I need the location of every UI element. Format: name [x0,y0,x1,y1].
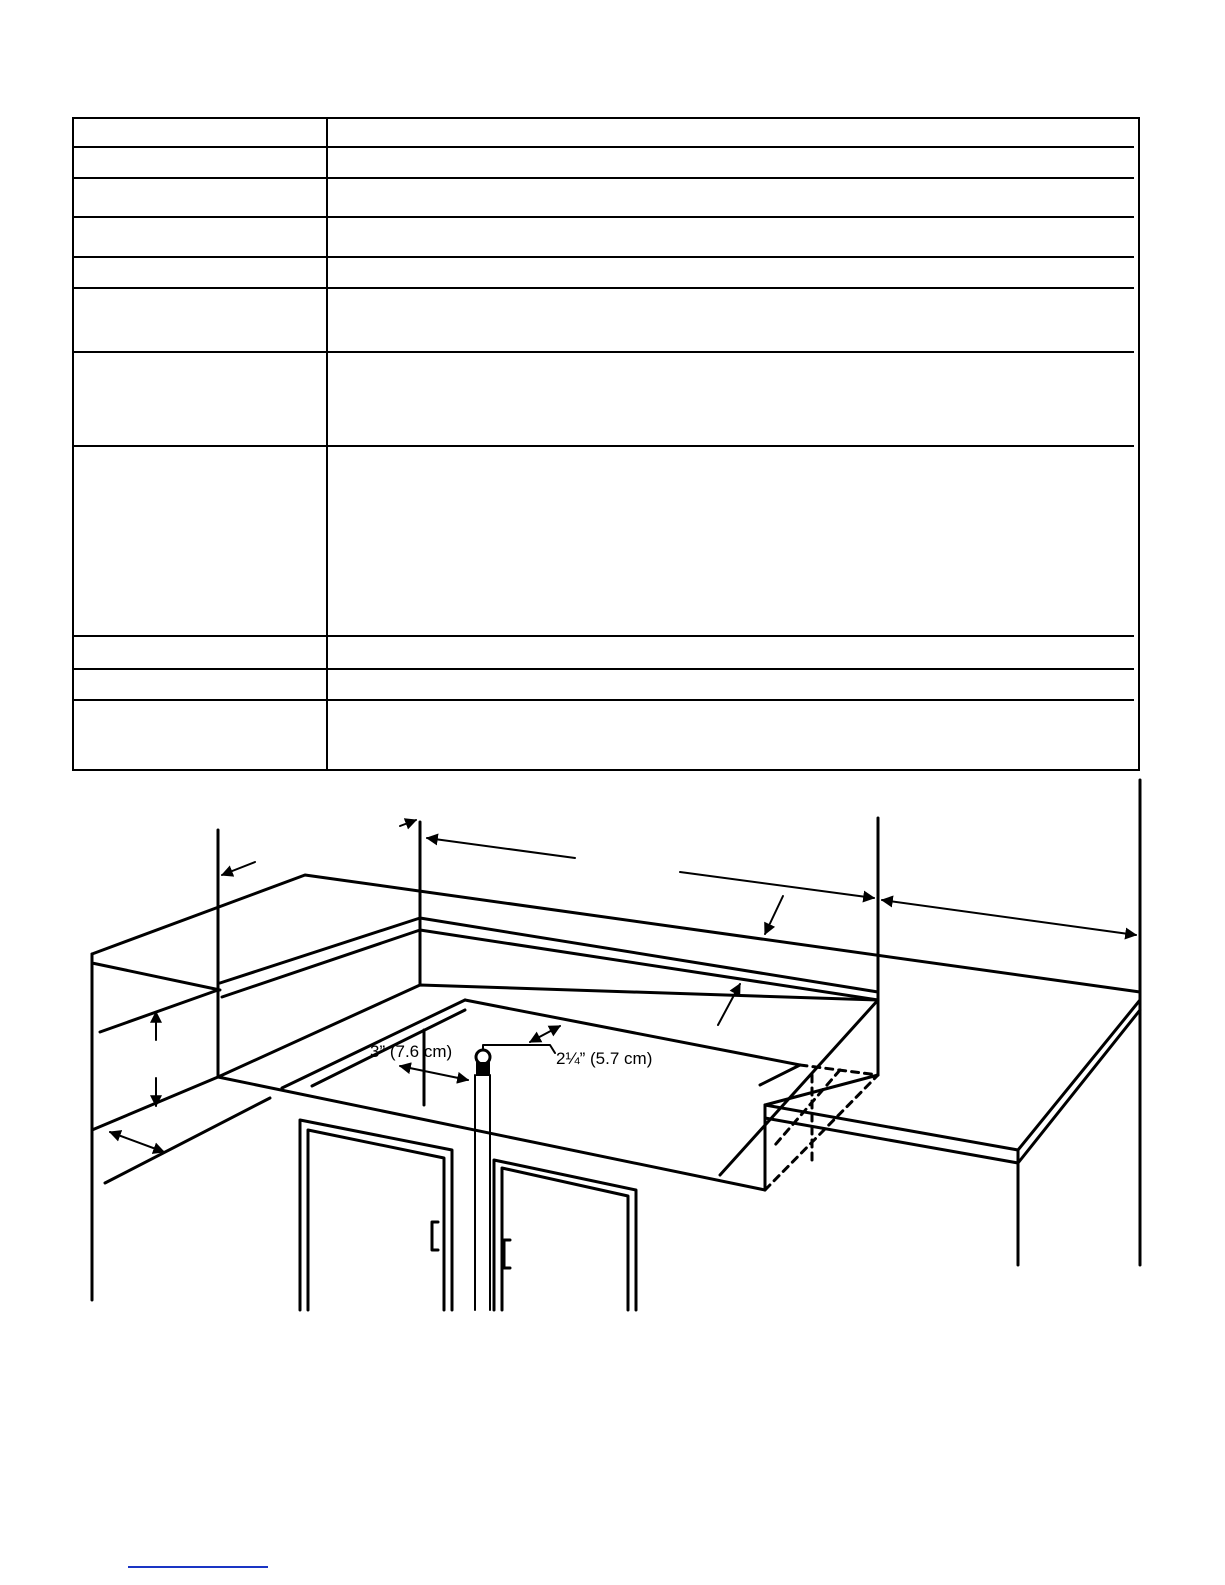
installation-diagram [0,770,1225,1330]
table-row-divider [74,445,1134,447]
pipe-side-offset-label: 3” (7.6 cm) [370,1042,453,1061]
footer-link-underline [128,1566,268,1568]
table-row-divider [74,216,1134,218]
cabinet-door-left [300,1120,452,1310]
table-row-divider [74,668,1134,670]
table-row-divider [74,287,1134,289]
table-row-divider [74,351,1134,353]
hidden-edges [765,1000,878,1190]
cabinet-door-right [494,1160,636,1310]
pipe-back-offset-label: 2¼” (5.7 cm) [556,1049,653,1068]
table-row-divider [74,699,1134,701]
countertop-left [92,875,1140,1300]
table-row-divider [74,146,1134,148]
table-row-divider [74,177,1134,179]
countertop-right [765,992,1140,1265]
spec-table [72,117,1140,771]
table-row-divider [74,256,1134,258]
lower-cabinet [92,990,270,1183]
cutout-floor [218,985,878,1190]
table-row-divider [74,635,1134,637]
